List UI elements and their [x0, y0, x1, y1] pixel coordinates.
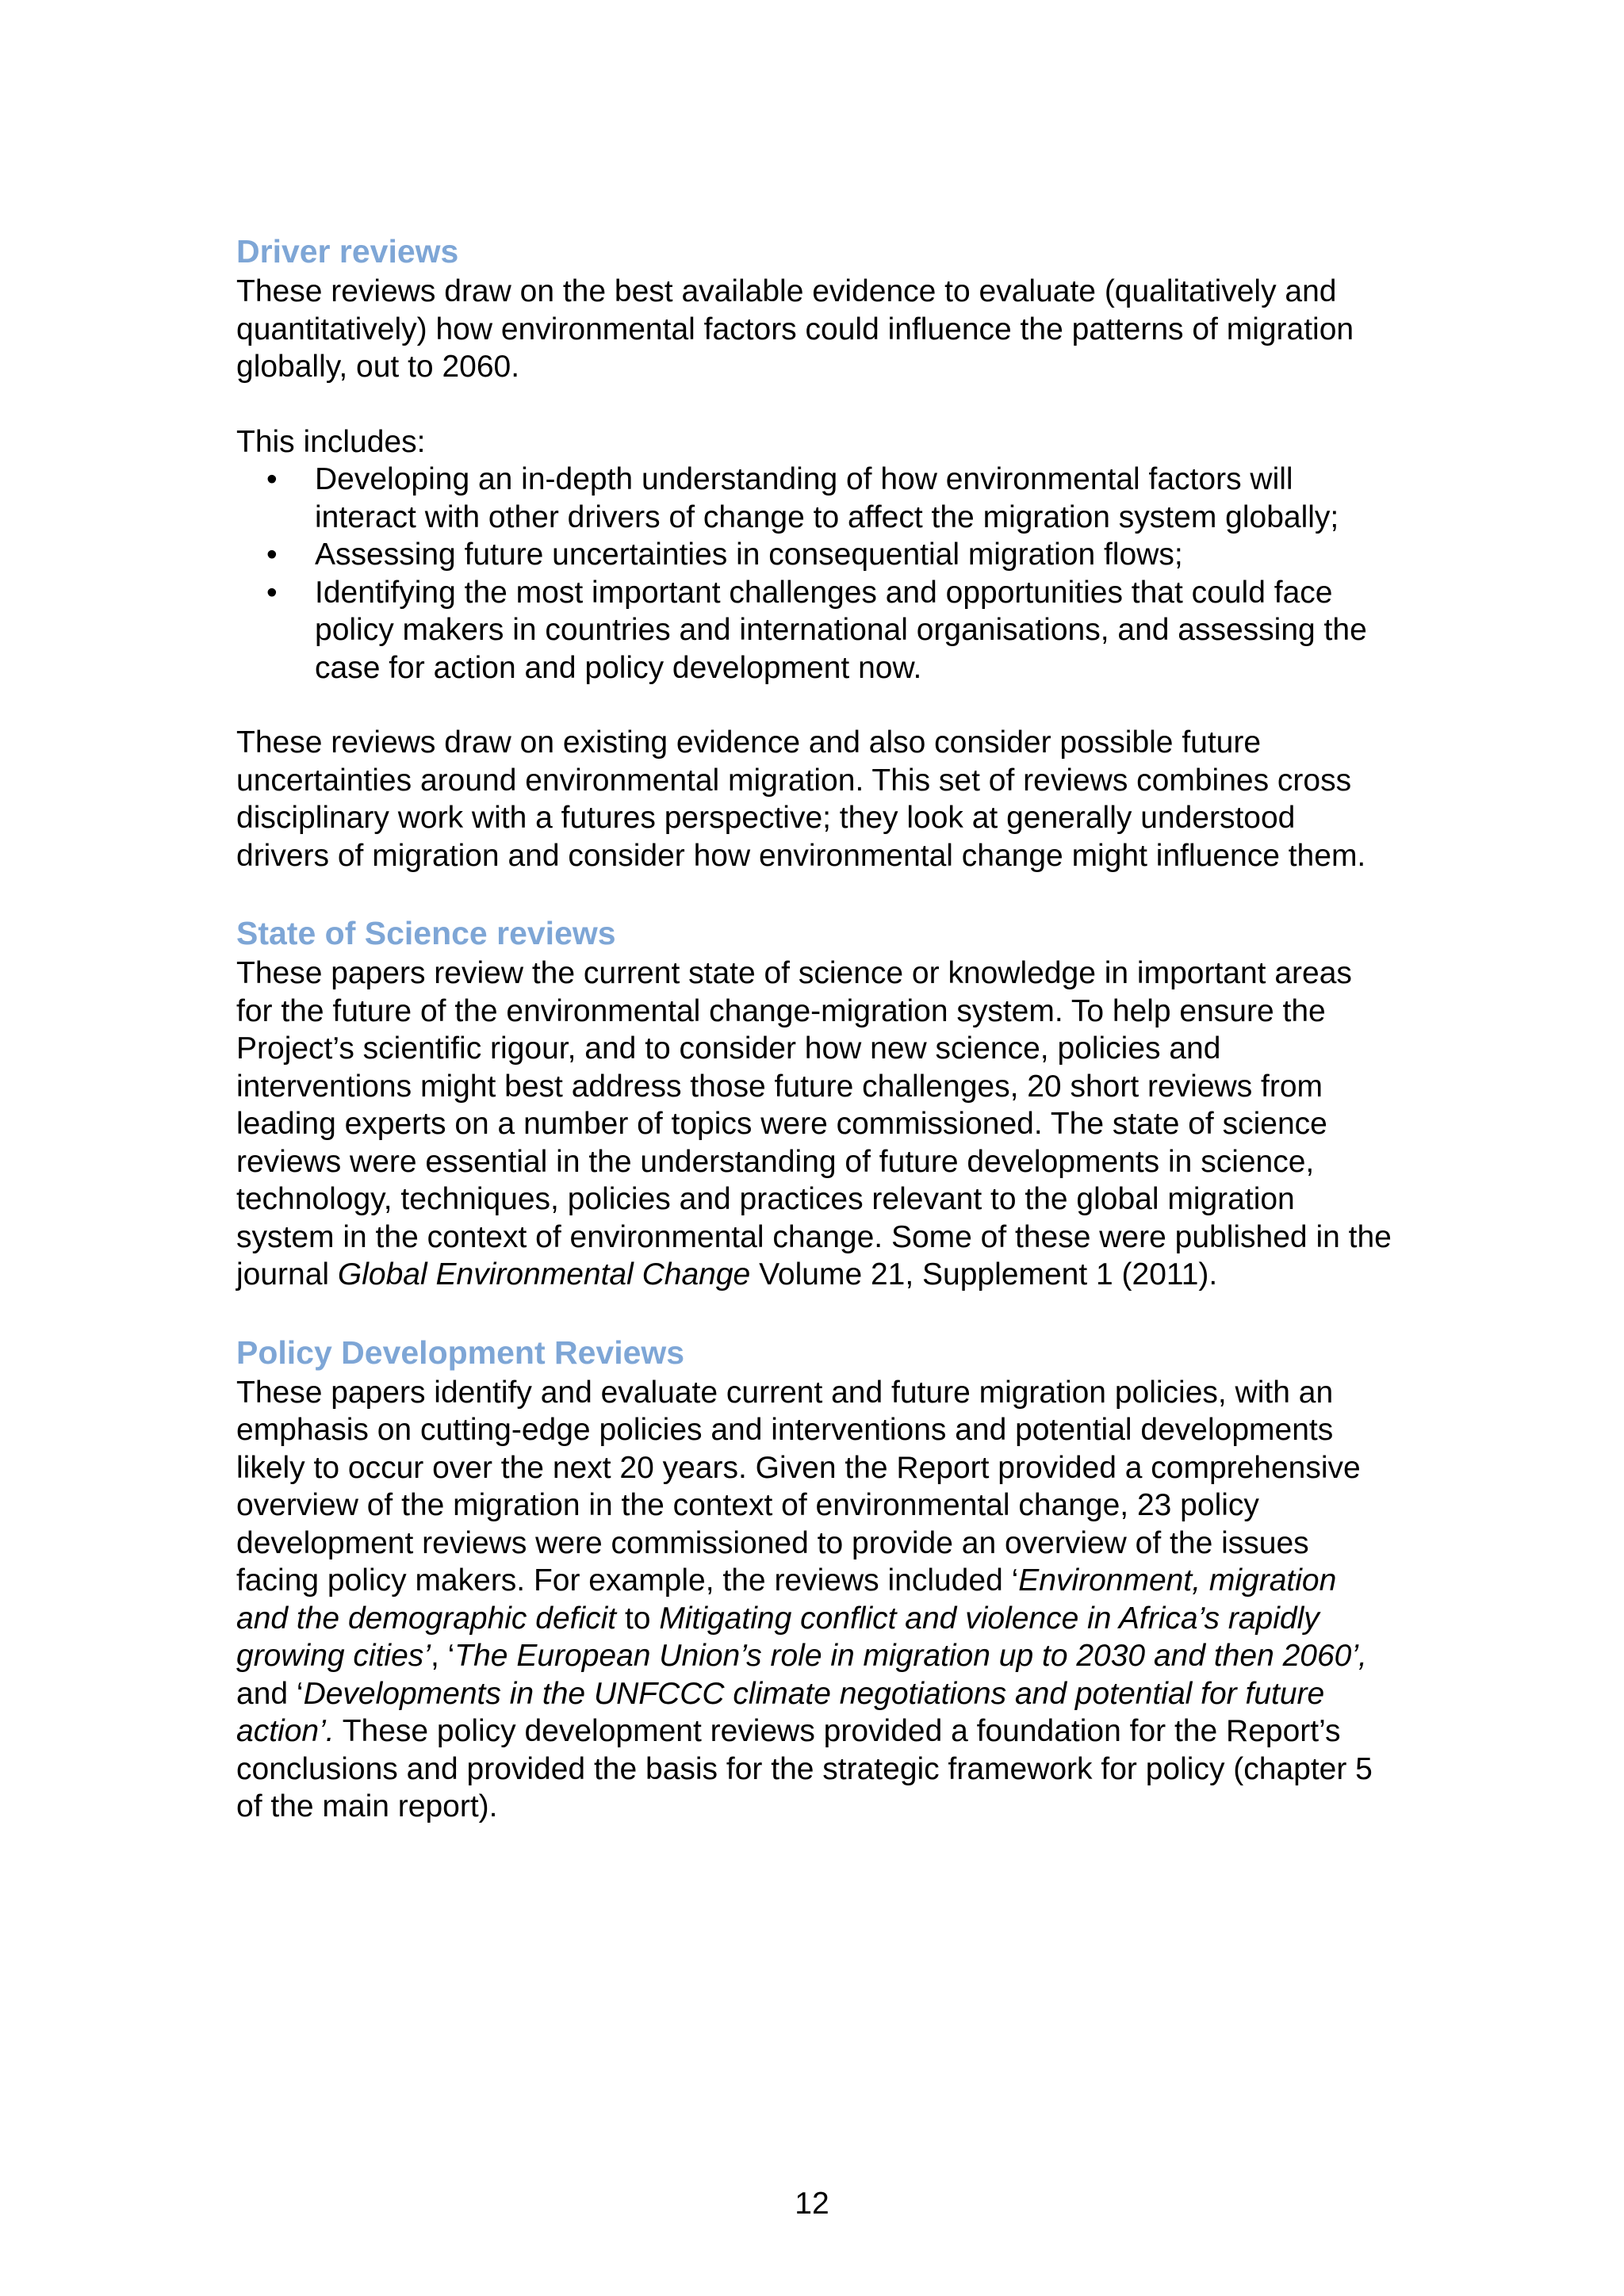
driver-reviews-intro: These reviews draw on the best available evidence to evaluate (qualitatively and quantitatively) how environmental factors could influence the patterns of migration globally, out to 2060. — [236, 274, 1354, 384]
driver-reviews-heading: Driver reviews — [236, 233, 459, 270]
science-text-after: Volume 21, Supplement 1 (2011). — [750, 1257, 1218, 1292]
list-item — [236, 574, 1394, 687]
policy-text-3: , ‘ — [430, 1639, 455, 1673]
state-of-science-heading: State of Science reviews — [236, 915, 616, 951]
review-title-3: The European Union’s role in migration up to 2030 and then 2060’, — [454, 1639, 1367, 1673]
list-item — [236, 461, 1394, 536]
policy-text-4: and ‘ — [236, 1676, 304, 1711]
review-title-2: Mitigating conflict and violence in Africa’s rapidly growing cities’ — [236, 1601, 1320, 1673]
spacer — [236, 687, 1394, 724]
bullet-icon: • — [266, 575, 278, 610]
journal-title: Global Environmental Change — [337, 1257, 751, 1292]
page-content — [236, 230, 1394, 1826]
policy-development-paragraph — [236, 1374, 1394, 1826]
list-item-text: Assessing future uncertainties in consequential migration flows; — [315, 538, 1183, 572]
spacer — [236, 386, 1394, 423]
state-of-science-paragraph — [236, 955, 1394, 1294]
science-text-before: These papers review the current state of science or knowledge in important areas for the future of the environmental change-migration system. To help ensure the Project’s scientific rigour, and to consider how new science, policies and interventions might best address those future challenges, 20 short reviews from leading experts on a number of topics were commissioned. The state of science reviews were essential in the understanding of future developments in science, technology, techniques, policies and practices relevant to the global migration system in the context of environmental change. Some of these were published in the journal — [236, 956, 1392, 1292]
list-item-text: Identifying the most important challenges and opportunities that could face policy makers in countries and international organisations, and assessing the case for action and policy development now. — [315, 575, 1367, 685]
review-title-1: Environment, migration and the demographic deficit — [236, 1563, 1337, 1636]
review-title-4: Developments in the UNFCCC climate negotiations and potential for future action’. — [236, 1676, 1325, 1748]
page-number: 12 — [795, 2187, 829, 2221]
driver-reviews-list — [236, 461, 1394, 687]
spacer — [236, 874, 1394, 912]
list-item — [236, 536, 1394, 574]
policy-development-heading: Policy Development Reviews — [236, 1334, 685, 1371]
bullet-icon: • — [266, 538, 278, 572]
policy-text-1: These papers identify and evaluate current and future migration policies, with an emphasis on cutting-edge policies and interventions and potential developments likely to occur over the next 20 years. Given the Report provided a comprehensive overview of the migration in the context of environmental change, 23 policy development reviews were commissioned to provide an overview of the issues facing policy makers. For example, the reviews included ‘ — [236, 1375, 1361, 1598]
policy-text-2: to — [616, 1601, 660, 1636]
policy-text-5: These policy development reviews provided a foundation for the Report’s conclusions and provided the basis for the strategic framework for policy (chapter 5 of the main report). — [236, 1714, 1373, 1823]
bullet-icon: • — [266, 462, 278, 496]
driver-reviews-closing: These reviews draw on existing evidence and also consider possible future uncertainties around environmental migration. This set of reviews combines cross disciplinary work with a futures perspective; they look at generally understood drivers of migration and consider how environmental change might influence them. — [236, 725, 1366, 873]
spacer — [236, 1294, 1394, 1331]
list-item-text: Developing an in-depth understanding of how environmental factors will interact with other drivers of change to affect the migration system globally; — [315, 462, 1339, 534]
includes-label: This includes: — [236, 424, 426, 459]
